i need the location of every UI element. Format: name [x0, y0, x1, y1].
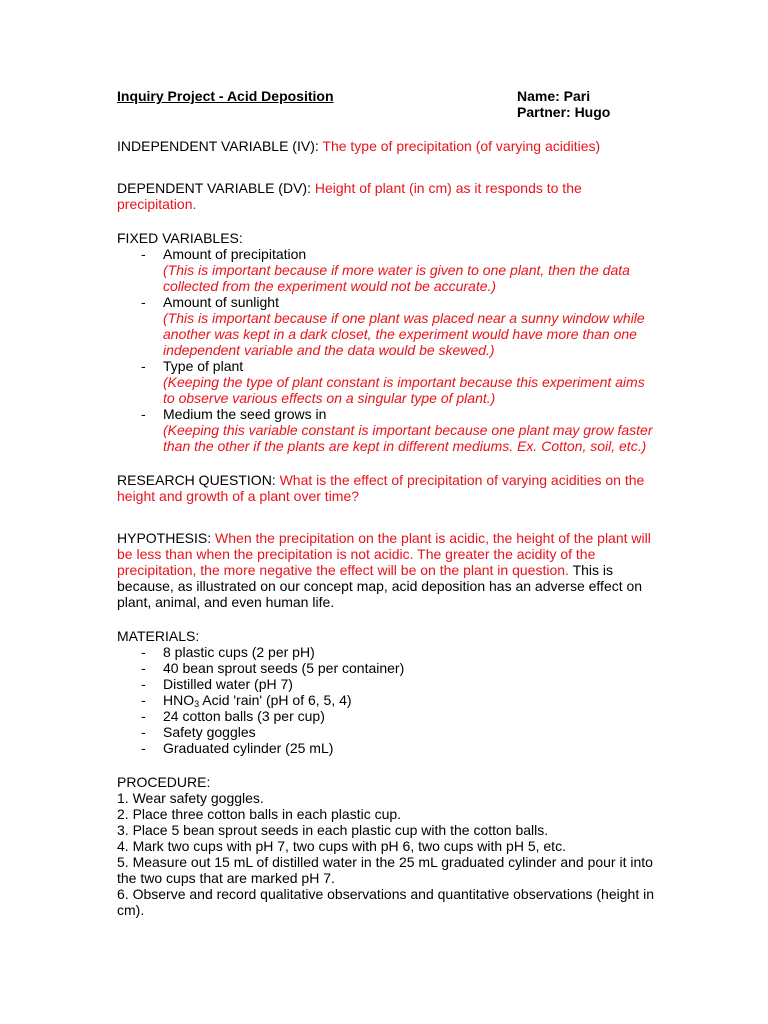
procedure — [117, 774, 657, 918]
procedure-step: 3. Place 5 bean sprout seeds in each plastic cup with the cotton balls. — [117, 822, 549, 838]
list-item: - Distilled water (pH 7) — [141, 676, 293, 692]
iv-label: INDEPENDENT VARIABLE (IV): — [117, 138, 323, 154]
iv-text: The type of precipitation (of varying acidities) — [322, 138, 601, 154]
procedure-step: 1. Wear safety goggles. — [117, 790, 264, 806]
document-title: Inquiry Project - Acid Deposition — [117, 88, 334, 104]
student-name: Name: Pari — [517, 88, 591, 104]
procedure-label: PROCEDURE: — [117, 774, 211, 790]
fixed-label: FIXED VARIABLES: — [117, 230, 243, 246]
research-question — [117, 472, 657, 504]
hyp-text: When the precipitation on the plant is acidic, the height of the plant will be less than when the precipitation is not acidic. The greater the acidity of the precipitation, the more negative the effect will be on the plant in question. — [117, 530, 651, 578]
hyp-label: HYPOTHESIS: — [117, 530, 216, 546]
rq-text: What is the effect of precipitation of varying acidities on the height and growth of a plant over time? — [117, 472, 645, 504]
procedure-step: 4. Mark two cups with pH 7, two cups with pH 6, two cups with pH 5, etc. — [117, 838, 566, 854]
materials-label: MATERIALS: — [117, 628, 200, 644]
fixed-note: (This is important because if more water is given to one plant, then the data collected from the experiment would not be accurate.) — [163, 262, 630, 294]
fixed-note: (Keeping this variable constant is important because one plant may grow faster than the other if the plants are kept in different mediums. Ex. Cotton, soil, etc.) — [163, 422, 653, 454]
dependent-variable — [117, 180, 657, 212]
hypothesis — [117, 530, 657, 610]
fixed-note: (Keeping the type of plant constant is important because this experiment aims to observe various effects on a singular type of plant.) — [163, 374, 645, 406]
dv-text: Height of plant (in cm) as it responds to the precipitation. — [117, 180, 582, 212]
list-item: - $HNO_3$ Acid 'rain' (pH of 6, 5, 4) — [141, 692, 352, 709]
materials — [117, 628, 657, 756]
list-item: - Type of plant — [141, 358, 244, 374]
procedure-step: 2. Place three cotton balls in each plastic cup. — [117, 806, 402, 822]
list-item: - 24 cotton balls (3 per cup) — [141, 708, 325, 724]
list-item: - Amount of sunlight — [141, 294, 279, 310]
fixed-variables — [117, 230, 657, 454]
list-item: - Amount of precipitation — [141, 246, 307, 262]
list-item: - Safety goggles — [141, 724, 256, 740]
document-header — [117, 88, 657, 120]
document-page — [117, 88, 657, 918]
author-block — [517, 88, 657, 120]
partner-name: Partner: Hugo — [517, 104, 611, 120]
list-item: - Medium the seed grows in — [141, 406, 327, 422]
list-item: - 8 plastic cups (2 per pH) — [141, 644, 315, 660]
fixed-note: (This is important because if one plant was placed near a sunny window while another was kept in a dark closet, the experiment would have more than one independent variable and the data would be skewed.) — [163, 310, 645, 358]
dv-label: DEPENDENT VARIABLE (DV): — [117, 180, 315, 196]
list-item: - 40 bean sprout seeds (5 per container) — [141, 660, 405, 676]
procedure-step: 6. Observe and record qualitative observations and quantitative observations (height in cm). — [117, 886, 654, 918]
list-item: - Graduated cylinder (25 mL) — [141, 740, 334, 756]
hyp-rest: This is because, as illustrated on our concept map, acid deposition has an adverse effect on plant, animal, and even human life. — [117, 562, 643, 610]
procedure-step: 5. Measure out 15 mL of distilled water in the 25 mL graduated cylinder and pour it into the two cups that are marked pH 7. — [117, 854, 653, 886]
rq-label: RESEARCH QUESTION: — [117, 472, 280, 488]
independent-variable — [117, 138, 657, 154]
